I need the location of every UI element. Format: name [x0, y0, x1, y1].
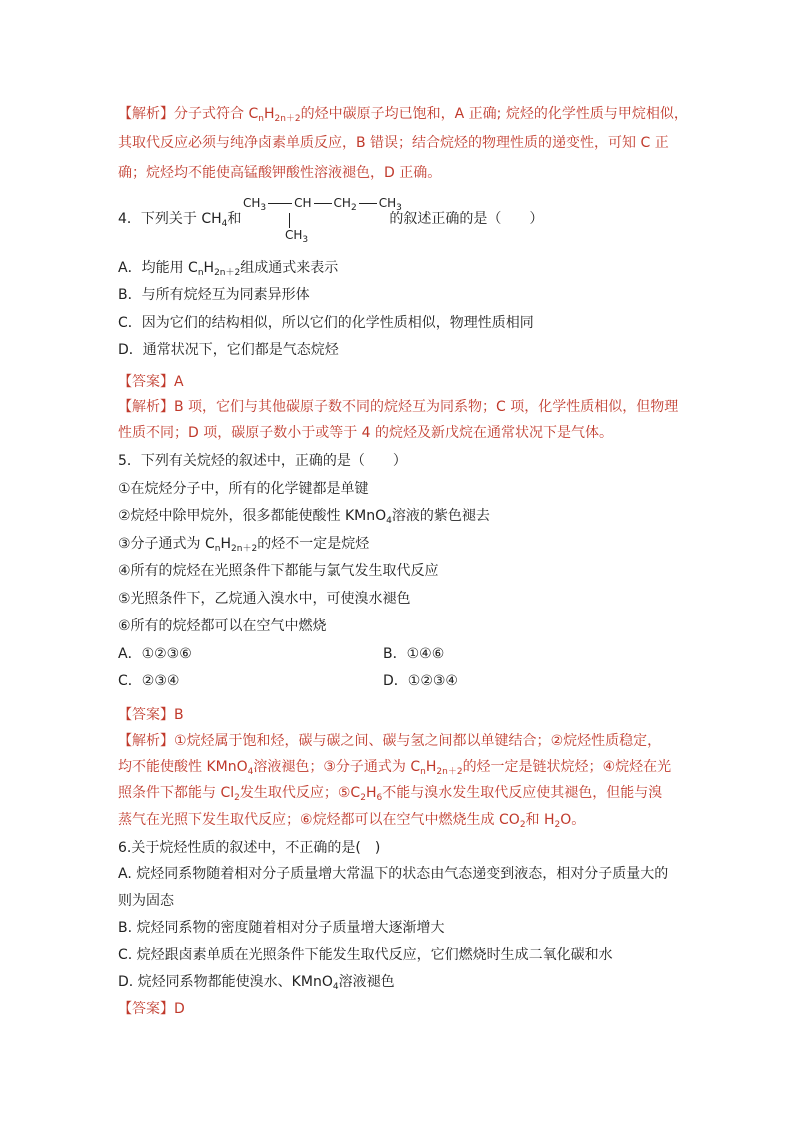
q3-analysis-line-3: 确；烷烃均不能使高锰酸钾酸性溶液褪色，D 正确。: [118, 165, 442, 181]
q6-option-c: C. 烷烃跟卤素单质在光照条件下能发生取代反应，它们燃烧时生成二氧化碳和水: [118, 947, 613, 963]
q5-analysis-line-4: 蒸气在光照下发生取代反应；⑥烷烃都可以在空气中燃烧生成 $CO_2$和 $H_2O$。: [118, 812, 586, 830]
q6-option-d: D. 烷烃同系物都能使溴水、KMnO$_4$溶液褪色: [118, 974, 395, 992]
q4-answer: 【答案】A: [118, 374, 184, 390]
isobutane-structure: [243, 196, 402, 248]
q5-analysis-line-1: 【解析】①烷烃属于饱和烃，碳与碳之间、碳与氢之间都以单键结合；②烷烃性质稳定，: [118, 733, 662, 749]
q5-option-d: D．①②③④: [383, 673, 458, 689]
q5-option-b: B．①④⑥: [383, 646, 445, 662]
q4-option-b: B．与所有烷烃互为同素异形体: [118, 287, 310, 303]
analysis-tag: 【解析】: [118, 106, 174, 122]
q4-analysis-line-2: 性质不同；D 项，碳原子数小于或等于 4 的烷烃及新戊烷在通常状况下是气体。: [118, 425, 614, 441]
q5-option-c: C．②③④: [118, 673, 180, 689]
structure-top-row: $CH_3$ CH $CH_2$ $CH_3$: [243, 196, 402, 213]
q5-statement-5: ⑤光照条件下，乙烷通入溴水中，可使溴水褪色: [118, 591, 411, 607]
q5-answer: 【答案】B: [118, 707, 184, 723]
q5-statement-1: ①在烷烃分子中，所有的化学键都是单键: [118, 481, 369, 497]
structure-vertical-bond: [289, 213, 290, 228]
q3-analysis-line-1: 【解析】分子式符合 $C_nH_{2n+2}$的烃中碳原子均已饱和，A 正确; 烷烃的化学性质与甲烷相似，: [118, 106, 688, 124]
q6-option-b: B. 烷烃同系物的密度随着相对分子质量增大逐渐增大: [118, 920, 445, 936]
q3-analysis-line-2: 其取代反应必须与纯净卤素单质反应，B 错误；结合烷烃的物理性质的递变性，可知 C 正: [118, 135, 669, 151]
q5-statement-2: ②烷烃中除甲烷外，很多都能使酸性 KMnO$_4$溶液的紫色褪去: [118, 508, 490, 526]
q5-analysis-line-3: 照条件下都能与 $Cl_2$发生取代反应；$⑤C_2H_6$不能与溴水发生取代反应使其褪色，但能与溴: [118, 785, 663, 803]
q4-option-a: A．均能用 $C_nH_{2n+2}$组成通式来表示: [118, 260, 339, 278]
q5-stem: 5．下列有关烷烃的叙述中，正确的是（ ）: [118, 453, 407, 469]
q4-option-c: C．因为它们的结构相似，所以它们的化学性质相似，物理性质相同: [118, 315, 534, 331]
q5-option-a: A．①②③⑥: [118, 646, 192, 662]
q4-analysis-line-1: 【解析】B 项，它们与其他碳原子数不同的烷烃互为同系物；C 项，化学性质相似，但物理: [118, 399, 679, 415]
q6-option-a-line-2: 则为固态: [118, 893, 174, 909]
q5-analysis-line-2: 均不能使酸性 KMnO$_4$溶液褪色；③分子通式为 $C_nH_{2n+2}$的烃一定是链状烷烃；④烷烃在光: [118, 759, 672, 777]
q5-statement-3: ③分子通式为 $C_nH_{2n+2}$的烃不一定是烷烃: [118, 536, 370, 554]
q4-option-d: D．通常状况下，它们都是气态烷烃: [118, 342, 339, 358]
q5-statement-4: ④所有的烷烃在光照条件下都能与氯气发生取代反应: [118, 563, 439, 579]
q6-answer: 【答案】D: [118, 1001, 185, 1017]
q6-option-a-line-1: A. 烷烃同系物随着相对分子质量增大常温下的状态由气态递变到液态，相对分子质量大的: [118, 866, 669, 882]
q6-stem: 6.关于烷烃性质的叙述中，不正确的是( ): [118, 840, 381, 856]
structure-branch: $CH_3$: [285, 228, 309, 245]
q4-stem: 4．下列关于 $CH_4$和 的叙述正确的是（ ）: [118, 211, 544, 229]
q5-statement-6: ⑥所有的烷烃都可以在空气中燃烧: [118, 618, 327, 634]
